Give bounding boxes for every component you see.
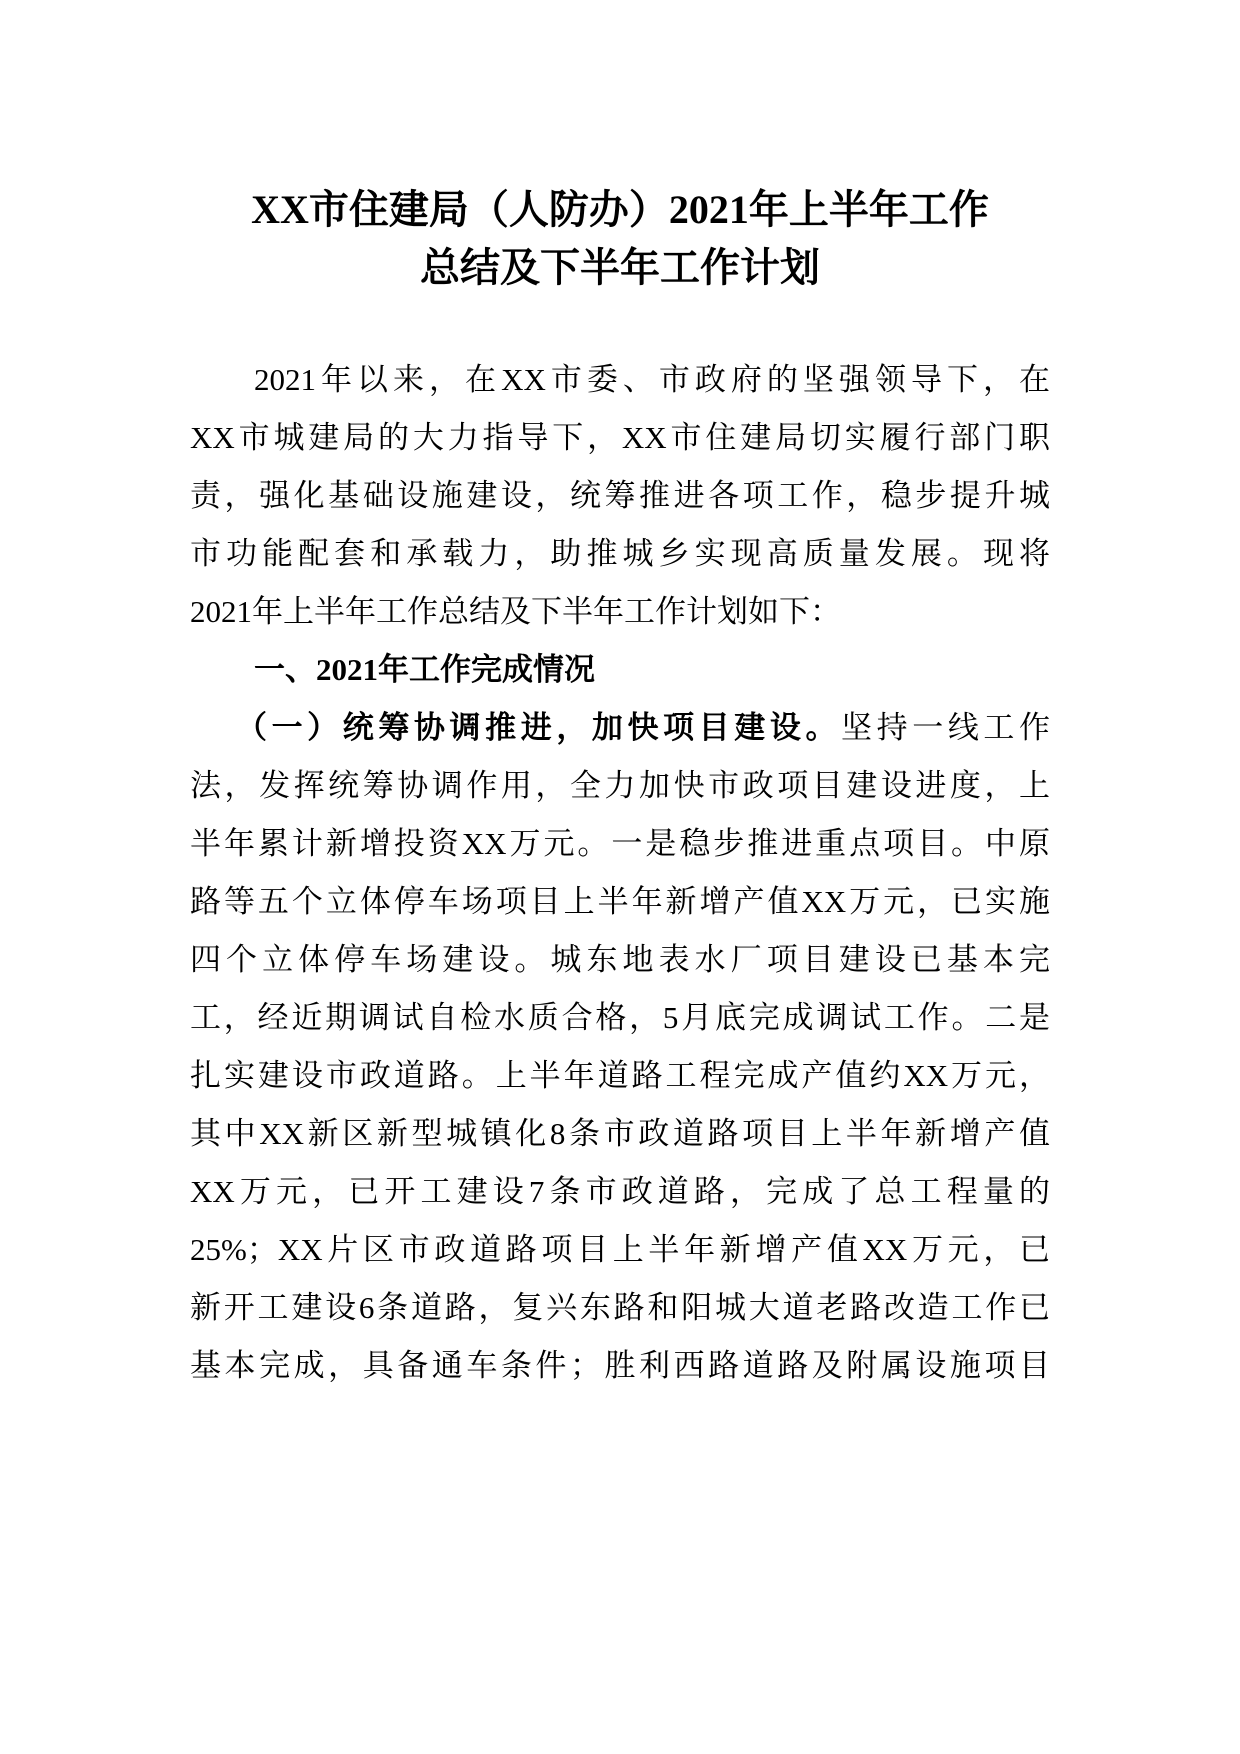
paragraph-line: 基本完成，具备通车条件；胜利西路道路及附属设施项目 <box>190 1348 1050 1383</box>
paragraph-line: 2021年以来，在XX市委、市政府的坚强领导下，在 <box>254 362 1050 397</box>
paragraph-line: 四个立体停车场建设。城东地表水厂项目建设已基本完 <box>190 942 1050 977</box>
paragraph-line: 扎实建设市政道路。上半年道路工程完成产值约XX万元， <box>190 1058 1050 1093</box>
subsection-heading: （一）统筹协调推进，加快项目建设。 <box>236 710 842 745</box>
paragraph-line: 路等五个立体停车场项目上半年新增产值XX万元，已实施 <box>190 884 1050 919</box>
paragraph-line: 责，强化基础设施建设，统筹推进各项工作，稳步提升城 <box>190 478 1050 513</box>
paragraph-line: 工，经近期调试自检水质合格，5月底完成调试工作。二是 <box>190 1000 1050 1035</box>
paragraph-line <box>236 699 1050 757</box>
section-heading: 一、2021年工作完成情况 <box>254 652 595 687</box>
document-title-line-1: XX市住建局（人防办）2021年上半年工作 <box>251 187 989 232</box>
paragraph-line: 法，发挥统筹协调作用，全力加快市政项目建设进度，上 <box>190 768 1050 803</box>
paragraph-line: 市功能配套和承载力，助推城乡实现高质量发展。现将 <box>190 536 1050 571</box>
document-title-line-2: 总结及下半年工作计划 <box>420 245 820 290</box>
paragraph-line: XX市城建局的大力指导下，XX市住建局切实履行部门职 <box>190 420 1050 455</box>
paragraph-line: 新开工建设6条道路，复兴东路和阳城大道老路改造工作已 <box>190 1290 1050 1325</box>
subsection-text: 坚持一线工作 <box>841 710 1051 745</box>
paragraph-line: 2021年上半年工作总结及下半年工作计划如下： <box>190 594 841 629</box>
paragraph-line: 25%；XX片区市政道路项目上半年新增产值XX万元，已 <box>190 1232 1050 1267</box>
paragraph-line: 其中XX新区新型城镇化8条市政道路项目上半年新增产值 <box>190 1116 1050 1151</box>
paragraph-line: XX万元，已开工建设7条市政道路，完成了总工程量的 <box>190 1174 1050 1209</box>
paragraph-line: 半年累计新增投资XX万元。一是稳步推进重点项目。中原 <box>190 826 1050 861</box>
